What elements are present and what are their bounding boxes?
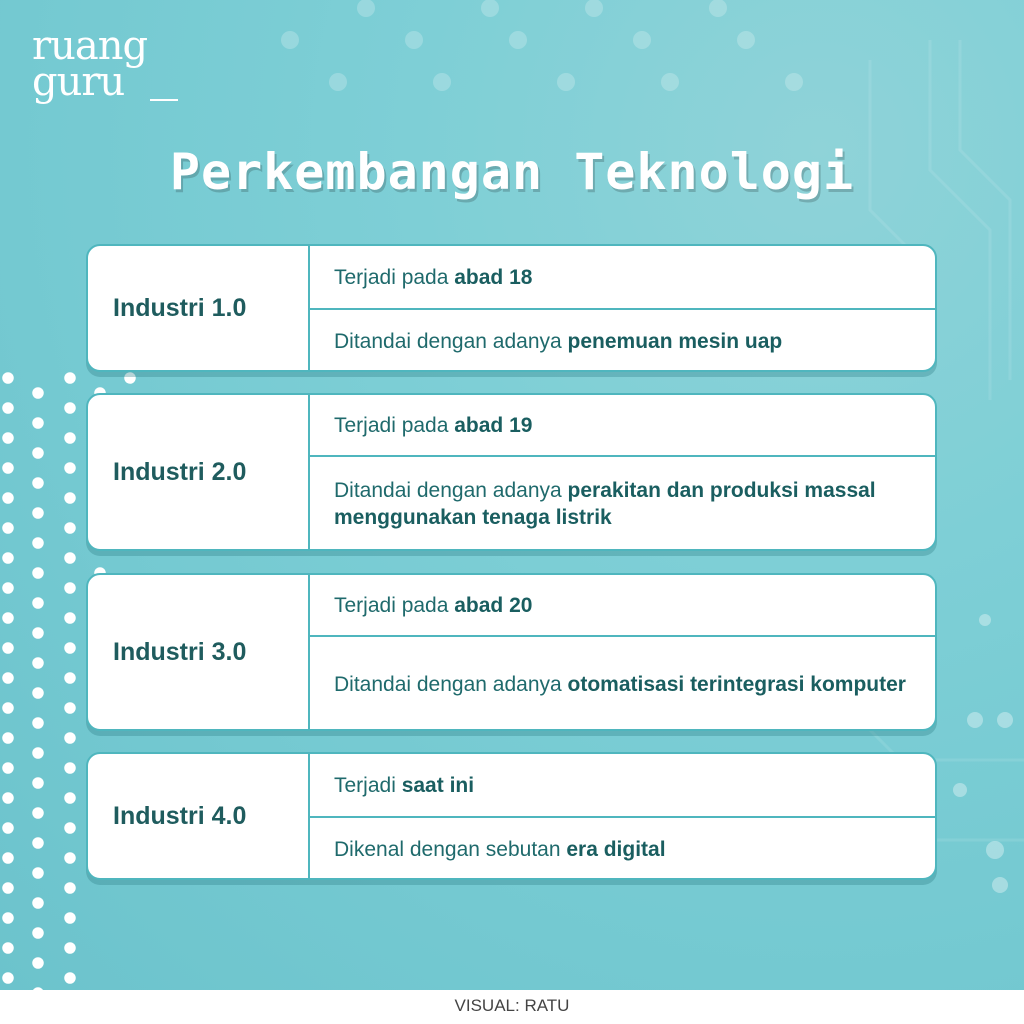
decor-dot: [33, 538, 43, 548]
decor-dot: [33, 568, 43, 578]
description-row: [310, 818, 935, 880]
decor-dot: [65, 673, 75, 683]
decor-dot: [33, 778, 43, 788]
decor-dot: [3, 853, 13, 863]
period-prefix: Terjadi pada: [334, 265, 455, 289]
description-prefix: Dikenal dengan sebutan: [334, 837, 567, 861]
decor-dot: [33, 808, 43, 818]
decor-dot: [125, 373, 135, 383]
decor-dot: [65, 943, 75, 953]
period-value: abad 20: [454, 593, 533, 617]
decor-dot: [33, 388, 43, 398]
decor-dot: [329, 73, 347, 91]
decor-dot: [3, 763, 13, 773]
period-row: [310, 246, 935, 310]
decor-dot: [65, 463, 75, 473]
decor-dot: [3, 493, 13, 503]
decor-dot: [357, 0, 375, 17]
decor-dot: [65, 493, 75, 503]
decor-dot: [3, 733, 13, 743]
decor-dot: [65, 403, 75, 413]
decor-dot: [3, 373, 13, 383]
industry-label: Industri 4.0: [88, 754, 310, 878]
decor-dot: [65, 883, 75, 893]
decor-dot: [3, 793, 13, 803]
industry-card-4: [86, 752, 937, 880]
decor-dot: [585, 0, 603, 17]
decor-dot: [3, 613, 13, 623]
decor-dot: [65, 763, 75, 773]
decor-dot: [3, 913, 13, 923]
decor-dot: [65, 703, 75, 713]
decor-dot: [65, 373, 75, 383]
decor-dot: [65, 583, 75, 593]
decor-dot: [3, 433, 13, 443]
decor-dot: [3, 463, 13, 473]
decor-dot: [3, 673, 13, 683]
decor-dot: [3, 583, 13, 593]
decor-dot: [33, 418, 43, 428]
decor-dot: [3, 403, 13, 413]
period-value: abad 19: [454, 413, 533, 437]
decor-dot: [3, 883, 13, 893]
decor-dot: [33, 838, 43, 848]
decor-dot: [433, 73, 451, 91]
decor-dot: [33, 868, 43, 878]
logo-line-2: guru: [32, 59, 125, 105]
decor-dot: [65, 853, 75, 863]
period-prefix: Terjadi: [334, 773, 402, 797]
decor-dot: [33, 508, 43, 518]
description-highlight: perakitan dan produksi massal menggunakan tenaga listrik: [334, 479, 876, 529]
decor-dot: [557, 73, 575, 91]
industry-card-3: [86, 573, 937, 731]
decor-dot: [3, 643, 13, 653]
decor-dot: [65, 793, 75, 803]
industry-label: Industri 1.0: [88, 246, 310, 370]
decor-dot: [65, 733, 75, 743]
period-value: saat ini: [401, 773, 475, 797]
description-highlight: penemuan mesin uap: [567, 329, 783, 353]
decor-dot: [709, 0, 727, 17]
industry-card-2: [86, 393, 937, 551]
decor-dot: [33, 628, 43, 638]
decor-dot: [65, 553, 75, 563]
decor-dot: [661, 73, 679, 91]
industry-label: Industri 3.0: [88, 575, 310, 729]
decor-dot: [65, 523, 75, 533]
decor-dot: [65, 913, 75, 923]
decor-dot: [33, 448, 43, 458]
period-prefix: Terjadi pada: [334, 413, 455, 437]
decor-dot: [481, 0, 499, 17]
decor-dot: [33, 598, 43, 608]
decor-dot: [3, 523, 13, 533]
decor-dot: [509, 31, 527, 49]
decor-dot: [33, 958, 43, 968]
decor-dot: [33, 658, 43, 668]
decor-dot: [33, 478, 43, 488]
decor-dot: [65, 973, 75, 983]
ruangguru-logo: [32, 23, 148, 105]
page-title: Perkembangan Teknologi: [169, 143, 855, 201]
description-highlight: otomatisasi terintegrasi komputer: [567, 672, 906, 696]
decor-dot: [33, 748, 43, 758]
description-row: [310, 637, 935, 731]
decor-dot: [785, 73, 803, 91]
decor-dot: [33, 718, 43, 728]
decor-dot: [281, 31, 299, 49]
decor-dot: [65, 433, 75, 443]
decor-dot: [737, 31, 755, 49]
decor-dot: [65, 643, 75, 653]
decor-dot: [33, 898, 43, 908]
decor-dot: [3, 823, 13, 833]
decor-dot: [3, 943, 13, 953]
period-prefix: Terjadi pada: [334, 593, 455, 617]
period-row: [310, 754, 935, 818]
industry-card-1: [86, 244, 937, 372]
description-row: [310, 457, 935, 551]
description-prefix: Ditandai dengan adanya: [334, 672, 568, 696]
decor-dot: [3, 973, 13, 983]
decor-dot: [65, 823, 75, 833]
industry-label: Industri 2.0: [88, 395, 310, 549]
decor-dot: [405, 31, 423, 49]
decor-dot: [33, 928, 43, 938]
decor-dot: [65, 613, 75, 623]
period-value: abad 18: [454, 265, 533, 289]
logo-underline: [150, 99, 178, 101]
description-prefix: Ditandai dengan adanya: [334, 329, 568, 353]
description-highlight: era digital: [566, 837, 666, 861]
description-prefix: Ditandai dengan adanya: [334, 479, 568, 502]
period-row: [310, 395, 935, 457]
description-row: [310, 310, 935, 372]
logo-line-1: ruang: [32, 23, 148, 69]
decor-dot: [633, 31, 651, 49]
decor-dot: [3, 703, 13, 713]
period-row: [310, 575, 935, 637]
visual-credit: VISUAL: RATU: [0, 990, 1024, 1024]
decor-dot: [3, 553, 13, 563]
decor-dot: [33, 688, 43, 698]
